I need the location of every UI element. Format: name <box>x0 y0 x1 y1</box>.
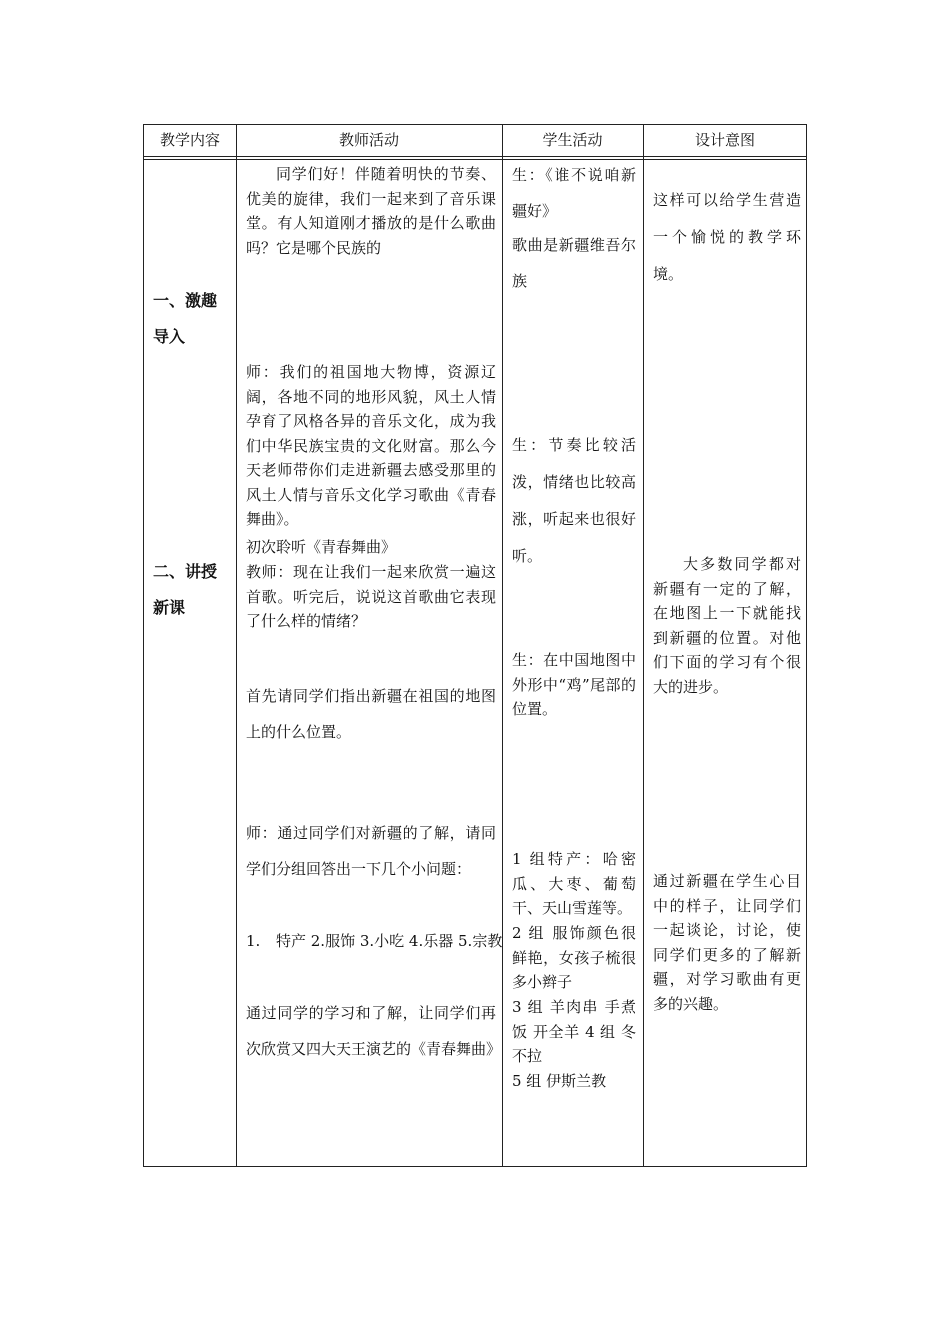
header-student: 学生活动 <box>542 131 603 149</box>
student-group-2: 2 组 服饰颜色很鲜艳，女孩子梳很多小辫子 <box>512 924 636 991</box>
student-group-5: 5 组 伊斯兰教 <box>512 1072 607 1090</box>
section-intro: 一、激趣导入 <box>153 291 218 346</box>
section-new-lesson: 二、讲授新课 <box>153 562 218 617</box>
teacher-enjoy-again: 通过同学的学习和了解，让同学们再次欣赏又四大天王演艺的《青春舞曲》 <box>246 1004 502 1058</box>
header-divider <box>144 156 806 157</box>
teacher-greeting: 同学们好！伴随着明快的节奏、优美的旋律，我们一起来到了音乐课堂。有人知道刚才播放的是什么歌曲吗？它是哪个民族的 <box>246 165 496 257</box>
column-divider <box>502 125 503 1166</box>
header-content: 教学内容 <box>159 131 220 149</box>
header-teacher: 教师活动 <box>338 131 399 149</box>
lesson-plan-table <box>143 124 807 1167</box>
design-note-1: 这样可以给学生营造一个愉悦的教学环境。 <box>653 191 801 283</box>
teacher-group-task: 师：通过同学们对新疆的了解，请同学们分组回答出一下几个小问题： <box>246 824 496 878</box>
student-answer-mood: 生：节奏比较活泼，情绪也比较高涨，听起来也很好听。 <box>512 436 636 565</box>
teacher-question-mood: 教师：现在让我们一起来欣赏一遍这首歌。听完后，说说这首歌曲它表现了什么样的情绪？ <box>246 563 496 630</box>
student-group-3-4: 3 组 羊肉串 手煮饭 开全羊 4 组 冬不拉 <box>512 998 636 1065</box>
header-divider <box>144 159 806 160</box>
teacher-topic-list <box>246 923 526 959</box>
student-answer-ethnic: 歌曲是新疆维吾尔族 <box>512 236 636 290</box>
student-group-1: 1 组特产：哈密瓜、大枣、葡萄干、天山雪莲等。 <box>512 850 636 917</box>
header-design: 设计意图 <box>694 131 755 149</box>
design-note-2: 大多数同学都对新疆有一定的了解，在地图上一下就能找到新疆的位置。对他们下面的学习有个很大的进步。 <box>653 555 801 696</box>
teacher-first-listen: 初次聆听《青春舞曲》 <box>246 538 397 556</box>
student-answer-song: 生：《谁不说咱新疆好》 <box>512 166 636 220</box>
design-note-3: 通过新疆在学生心目中的样子，让同学们一起谈论，讨论，使同学们更多的了解新疆，对学习歌曲有更多的兴趣。 <box>653 872 801 1013</box>
column-divider <box>236 125 237 1166</box>
teacher-map-question: 首先请同学们指出新疆在祖国的地图上的什么位置。 <box>246 687 496 741</box>
list-number: 1. <box>246 932 261 950</box>
column-divider <box>643 125 644 1166</box>
student-answer-map: 生：在中国地图中外形中“鸡”尾部的位置。 <box>512 651 636 718</box>
list-item: 特产 2.服饰 3.小吃 4.乐器 5.宗教 <box>276 932 503 950</box>
teacher-intro-xinjiang: 师：我们的祖国地大物博，资源辽阔，各地不同的地形风貌，风土人情孕育了风格各异的音乐文化，成为我们中华民族宝贵的文化财富。那么今天老师带你们走进新疆去感受那里的风土人情与音乐文化学习歌曲《青春舞曲》。 <box>246 363 496 528</box>
